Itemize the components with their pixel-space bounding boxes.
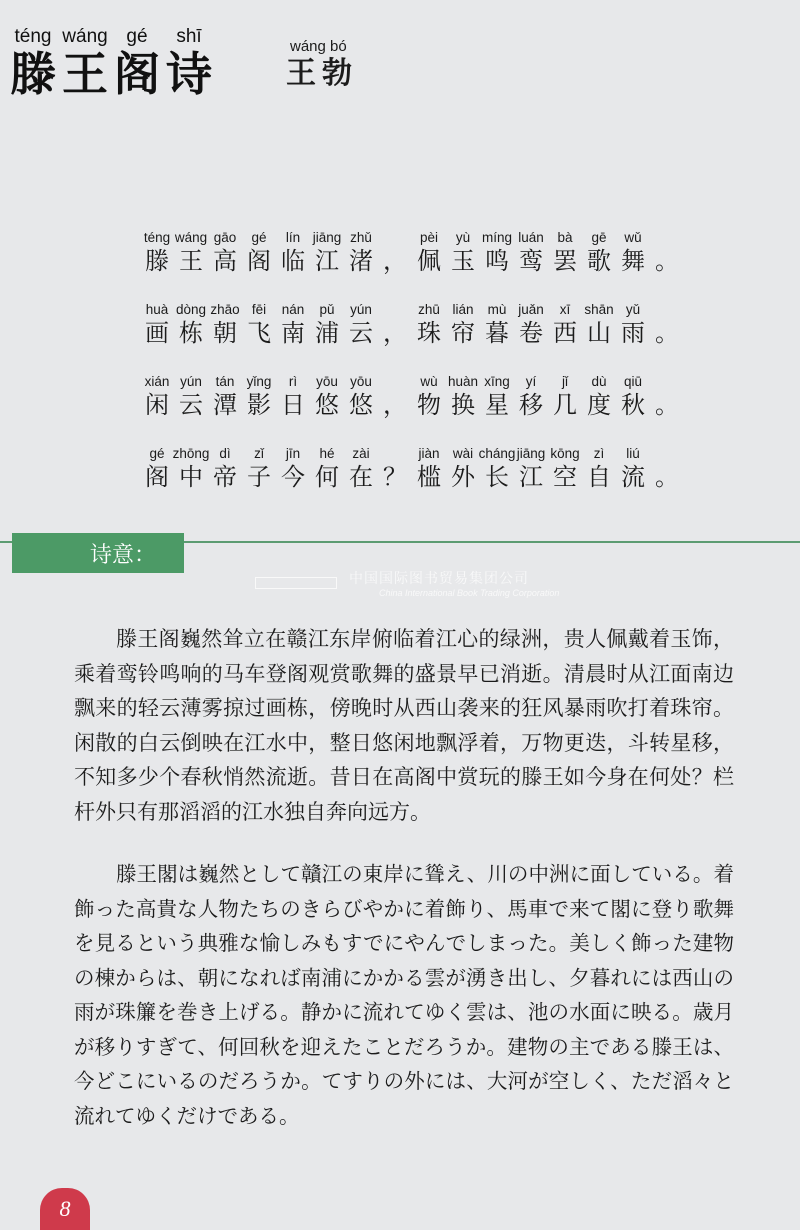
poem-char-pinyin <box>665 374 669 390</box>
poem-char <box>616 374 650 420</box>
poem-char-hanzi: 度 <box>587 391 611 419</box>
poem-char-pinyin: gé <box>149 446 165 461</box>
poem-char-pinyin: wǔ <box>624 230 642 245</box>
poem-char-pinyin: shān <box>584 302 614 317</box>
poem-char-hanzi: 朝 <box>213 319 237 347</box>
poem-char <box>208 302 242 348</box>
poem-author <box>286 38 358 92</box>
poem-char-hanzi: 阁 <box>145 463 169 491</box>
poem-char <box>548 374 582 420</box>
poem-char-hanzi: 王 <box>179 247 203 275</box>
poem-char-pinyin: wáng <box>174 230 208 245</box>
poem-char-pinyin: jiàn <box>418 446 440 461</box>
poem-char-hanzi: 空 <box>553 463 577 491</box>
poem-char-hanzi: 移 <box>519 391 543 419</box>
poem-char-hanzi: 云 <box>179 391 203 419</box>
watermark-chinese: 中国国际图书贸易集团公司 <box>349 570 529 586</box>
chinese-translation: 滕王阁巍然耸立在赣江东岸俯临着江心的绿洲，贵人佩戴着玉饰，乘着鸾铃鸣响的马车登阁观赏歌舞的盛景早已消逝。清晨时从江面南边飘来的轻云薄雾掠过画栋，傍晚时从西山袭来的狂风暴雨吹打着珠帘。闲散的白云倒映在江水中，整日悠闲地飘浮着，万物更迭，斗转星移，不知多少个春秋悄然流逝。昔日在高阁中赏玩的滕王如今身在何处？栏杆外只有那滔滔的江水独自奔向远方。 <box>74 627 734 824</box>
title-char <box>62 26 108 100</box>
poem-char <box>514 302 548 348</box>
poem-char <box>412 230 446 276</box>
poem-char-hanzi: 中 <box>179 463 203 491</box>
poem-char-pinyin: wù <box>420 374 438 389</box>
poem-char-pinyin: jīn <box>285 446 301 461</box>
poem-char-hanzi: 临 <box>281 247 305 275</box>
poem-punctuation <box>378 374 412 420</box>
poem-char <box>310 302 344 348</box>
poem-char <box>480 302 514 348</box>
poem-char-pinyin: hé <box>319 446 335 461</box>
poem-char <box>174 374 208 420</box>
poem-char <box>616 446 650 492</box>
poem-char-pinyin: zhǔ <box>350 230 372 245</box>
watermark-english: China International Book Trading Corporation <box>379 588 560 598</box>
title-char-pinyin: wáng <box>62 26 108 47</box>
poem-char <box>412 446 446 492</box>
poem-char-hanzi: 罢 <box>553 247 577 275</box>
poem-char <box>344 302 378 348</box>
poem-body <box>140 204 700 492</box>
poem-char-hanzi: 影 <box>247 391 271 419</box>
author-pinyin: wáng bó <box>290 38 347 55</box>
poem-char-pinyin: yún <box>350 302 372 317</box>
poem-char <box>208 374 242 420</box>
poem-char-hanzi: 江 <box>519 463 543 491</box>
poem-char-pinyin: yǔ <box>625 302 641 317</box>
poem-line <box>140 348 700 420</box>
title-char-pinyin: téng <box>14 26 52 47</box>
poem-char-pinyin: zhāo <box>210 302 240 317</box>
poem-char-pinyin <box>665 446 669 462</box>
poem-char-hanzi: 悠 <box>315 391 339 419</box>
poem-char <box>548 230 582 276</box>
poem-char-hanzi: 流 <box>621 463 645 491</box>
poem-char <box>582 446 616 492</box>
poem-char-pinyin: cháng <box>478 446 516 461</box>
poem-char-pinyin: gē <box>591 230 607 245</box>
poem-char-pinyin: huàn <box>447 374 479 389</box>
poem-char-hanzi: 何 <box>315 463 339 491</box>
poem-char-pinyin: lín <box>285 230 301 245</box>
poem-char <box>140 374 174 420</box>
poem-char-pinyin: zhōng <box>172 446 210 461</box>
poem-char-hanzi: ， <box>383 391 407 419</box>
poem-char-pinyin: yí <box>525 374 537 389</box>
poem-char-pinyin: jǐ <box>562 374 568 389</box>
page-number-tab <box>40 1188 90 1230</box>
poem-char-pinyin: huà <box>145 302 169 317</box>
poem-char-pinyin: pèi <box>419 230 438 245</box>
poem-char <box>174 230 208 276</box>
poem-char <box>582 374 616 420</box>
poem-char <box>276 302 310 348</box>
poem-punctuation <box>650 302 684 348</box>
poem-char-hanzi: 长 <box>485 463 509 491</box>
poem-char <box>412 374 446 420</box>
poem-char <box>242 230 276 276</box>
poem-char-hanzi: 南 <box>281 319 305 347</box>
poem-char <box>140 230 174 276</box>
poem-char-pinyin <box>393 302 397 318</box>
poem-char-hanzi: 几 <box>553 391 577 419</box>
poem-punctuation <box>378 446 412 492</box>
poem-char-pinyin: bà <box>557 230 573 245</box>
poem-char-hanzi: 暮 <box>485 319 509 347</box>
poem-char-pinyin: yù <box>455 230 471 245</box>
poem-char-pinyin: dì <box>219 446 231 461</box>
poem-char <box>310 446 344 492</box>
poem-char-pinyin: zǐ <box>254 446 264 461</box>
poem-char-pinyin: zài <box>352 446 370 461</box>
poem-char <box>140 302 174 348</box>
poem-char-pinyin <box>665 230 669 246</box>
poem-char-hanzi: 星 <box>485 391 509 419</box>
poem-char <box>174 446 208 492</box>
poem-punctuation <box>650 374 684 420</box>
poem-char-hanzi: ， <box>383 319 407 347</box>
poem-char-hanzi: 悠 <box>349 391 373 419</box>
poem-char-hanzi: 飞 <box>247 319 271 347</box>
poem-char-pinyin: mù <box>487 302 507 317</box>
poem-char-pinyin: wài <box>452 446 474 461</box>
poem-char-hanzi: 西 <box>553 319 577 347</box>
poem-char-hanzi: 滕 <box>145 247 169 275</box>
poem-char <box>208 230 242 276</box>
poem-char-pinyin: dù <box>591 374 607 389</box>
poem-char-hanzi: 槛 <box>417 463 441 491</box>
poem-char <box>242 302 276 348</box>
poem-char-hanzi: 歌 <box>587 247 611 275</box>
poem-char <box>412 302 446 348</box>
poem-char <box>344 230 378 276</box>
poem-char-hanzi: 卷 <box>519 319 543 347</box>
poem-char <box>480 230 514 276</box>
title-char-hanzi: 滕 <box>10 47 56 101</box>
poem-char-hanzi: ？ <box>383 463 407 491</box>
poem-char <box>446 374 480 420</box>
poem-char-pinyin <box>665 302 669 318</box>
poem-char <box>480 374 514 420</box>
poem-char-pinyin: yún <box>180 374 202 389</box>
poem-char <box>310 230 344 276</box>
poem-char <box>174 302 208 348</box>
poem-char-hanzi: 栋 <box>179 319 203 347</box>
poem-char <box>446 230 480 276</box>
poem-char <box>548 302 582 348</box>
poem-char-hanzi: 今 <box>281 463 305 491</box>
poem-char-pinyin: gāo <box>213 230 237 245</box>
poem-char-pinyin: téng <box>143 230 171 245</box>
poem-char <box>140 446 174 492</box>
poem-char-hanzi: 在 <box>349 463 373 491</box>
poem-char-pinyin: luán <box>518 230 544 245</box>
poem-char-pinyin: yōu <box>350 374 372 389</box>
poem-char-pinyin: juǎn <box>518 302 544 317</box>
poem-char-pinyin: rì <box>288 374 298 389</box>
poem-char-pinyin: xīng <box>484 374 510 389</box>
poem-line <box>140 276 700 348</box>
section-heading-label: 诗意： <box>90 542 157 568</box>
poem-char <box>276 230 310 276</box>
poem-char-hanzi: 雨 <box>621 319 645 347</box>
poem-char-pinyin: jiāng <box>516 446 546 461</box>
poem-char-pinyin: xián <box>144 374 170 389</box>
poem-char <box>242 446 276 492</box>
section-heading <box>12 533 184 573</box>
title-char <box>114 26 160 100</box>
watermark-logo <box>255 577 337 589</box>
poem-char-hanzi: 云 <box>349 319 373 347</box>
poem-punctuation <box>378 230 412 276</box>
poem-char-pinyin: lián <box>452 302 474 317</box>
poem-char <box>480 446 514 492</box>
poem-char-hanzi: 。 <box>655 319 679 347</box>
title-char-pinyin: gé <box>126 26 148 47</box>
poem-char-pinyin: tán <box>215 374 235 389</box>
publisher-watermark <box>255 568 559 598</box>
poem-char-pinyin: nán <box>281 302 305 317</box>
poem-char <box>514 374 548 420</box>
poem-char-pinyin: yōu <box>316 374 338 389</box>
poem-char-hanzi: 鸣 <box>485 247 509 275</box>
poem-char-hanzi: 物 <box>417 391 441 419</box>
poem-char <box>582 302 616 348</box>
poem-char-hanzi: 外 <box>451 463 475 491</box>
poem-char-hanzi: 浦 <box>315 319 339 347</box>
poem-char-hanzi: 闲 <box>145 391 169 419</box>
poem-char-pinyin: dòng <box>175 302 207 317</box>
poem-char <box>446 446 480 492</box>
title-char-hanzi: 诗 <box>166 47 212 101</box>
poem-char-pinyin: liú <box>626 446 640 461</box>
poem-char-hanzi: 舞 <box>621 247 645 275</box>
poem-char-pinyin <box>393 374 397 390</box>
poem-char <box>242 374 276 420</box>
poem-char-hanzi: 阁 <box>247 247 271 275</box>
poem-char <box>344 446 378 492</box>
poem-punctuation <box>650 230 684 276</box>
poem-char <box>582 230 616 276</box>
poem-char <box>446 302 480 348</box>
poem-char-hanzi: 鸾 <box>519 247 543 275</box>
author-name: 王勃 <box>286 56 358 91</box>
poem-char-pinyin: pǔ <box>319 302 335 317</box>
poem-char-pinyin: fēi <box>251 302 267 317</box>
poem-char <box>548 446 582 492</box>
poem-char-hanzi: 珠 <box>417 319 441 347</box>
poem-char <box>208 446 242 492</box>
title-characters <box>10 26 218 100</box>
poem-char-pinyin: gé <box>251 230 267 245</box>
poem-char-hanzi: 。 <box>655 247 679 275</box>
poem-char-pinyin: zhū <box>418 302 440 317</box>
poem-punctuation <box>650 446 684 492</box>
poem-char-hanzi: 高 <box>213 247 237 275</box>
poem-char-hanzi: 帘 <box>451 319 475 347</box>
poem-char <box>276 446 310 492</box>
poem-char-hanzi: 佩 <box>417 247 441 275</box>
poem-char-hanzi: 潭 <box>213 391 237 419</box>
poem-char-hanzi: 日 <box>281 391 305 419</box>
title-char-pinyin: shī <box>176 26 202 47</box>
poem-char-hanzi: 帝 <box>213 463 237 491</box>
poem-char-hanzi: 江 <box>315 247 339 275</box>
poem-char <box>514 230 548 276</box>
poem-title <box>10 26 218 100</box>
poem-char-pinyin: xī <box>559 302 571 317</box>
poem-char-hanzi: 山 <box>587 319 611 347</box>
poem-char-pinyin: kōng <box>550 446 580 461</box>
title-char <box>166 26 212 100</box>
poem-char-hanzi: 自 <box>587 463 611 491</box>
poem-punctuation <box>378 302 412 348</box>
poem-char-pinyin: yǐng <box>246 374 272 389</box>
title-char-hanzi: 阁 <box>114 47 160 101</box>
title-char-hanzi: 王 <box>62 47 108 101</box>
poem-char-hanzi: 。 <box>655 391 679 419</box>
poem-char-pinyin <box>393 446 397 462</box>
poem-char-pinyin <box>393 230 397 246</box>
poem-char <box>616 302 650 348</box>
poem-char-pinyin: qiū <box>623 374 642 389</box>
poem-char-hanzi: ， <box>383 247 407 275</box>
poem-char-hanzi: 换 <box>451 391 475 419</box>
poem-char-hanzi: 。 <box>655 463 679 491</box>
poem-char-hanzi: 秋 <box>621 391 645 419</box>
poem-char-pinyin: zì <box>593 446 605 461</box>
poem-char-hanzi: 渚 <box>349 247 373 275</box>
poem-line <box>140 420 700 492</box>
poem-char <box>344 374 378 420</box>
poem-char-pinyin: jiāng <box>312 230 342 245</box>
japanese-translation: 滕王閣は巍然として贛江の東岸に聳え、川の中洲に面している。着飾った高貴な人物たちのきらびやかに着飾り、馬車で来て閣に登り歌舞を見るという典雅な愉しみもすでにやんでしまった。美しく飾った建物の棟からは、朝になれば南浦にかかる雲が湧き出し、夕暮れには西山の雨が珠簾を巻き上げる。静かに流れてゆく雲は、池の水面に映る。歳月が移りすぎて、何回秋を迎えたことだろうか。建物の主である滕王は、今どこにいるのだろうか。てすりの外には、大河が空しく、ただ滔々と流れてゆくだけである。 <box>74 862 734 1128</box>
poem-char-hanzi: 子 <box>247 463 271 491</box>
poem-char <box>514 446 548 492</box>
poem-char <box>310 374 344 420</box>
title-char <box>10 26 56 100</box>
poem-char-pinyin: míng <box>481 230 512 245</box>
poem-char <box>616 230 650 276</box>
poem-char-hanzi: 画 <box>145 319 169 347</box>
page-number: 8 <box>59 1196 71 1221</box>
poem-char-hanzi: 玉 <box>451 247 475 275</box>
poem-char <box>276 374 310 420</box>
poem-line <box>140 204 700 276</box>
